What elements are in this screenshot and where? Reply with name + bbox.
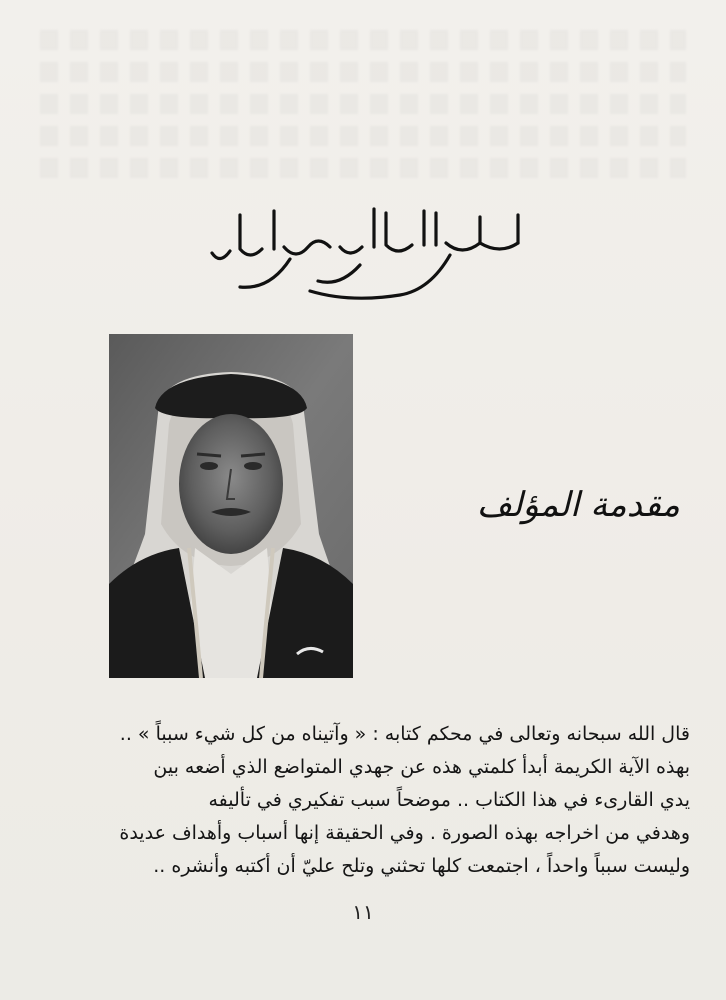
body-line: بهذه الآية الكريمة أبدأ كلمتي هذه عن جهدي المتواضع الذي أضعه بين	[153, 756, 690, 778]
body-paragraph	[94, 718, 690, 883]
bleed-through-line	[40, 30, 686, 50]
page-number: ١١	[352, 900, 374, 924]
bleed-through-line	[40, 94, 686, 114]
author-photo	[109, 334, 353, 678]
bleed-through-line	[40, 158, 686, 178]
body-line: قال الله سبحانه وتعالى في محكم كتابه : « وآتيناه من كل شيء سبباً » ..	[119, 723, 690, 745]
body-line: يدي القارىء في هذا الكتاب .. موضحاً سبب تفكيري في تأليفه	[208, 789, 690, 811]
section-title: مقدمة المؤلف	[476, 485, 680, 525]
basmala-text	[214, 228, 516, 263]
body-line: وهدفي من اخراجه بهذه الصورة . وفي الحقيقة إنها أسباب وأهداف عديدة	[119, 822, 690, 844]
bleed-through-line	[40, 62, 686, 82]
author-portrait-image	[109, 334, 353, 678]
body-line: وليست سبباً واحداً ، اجتمعت كلها تحثني وتلح عليّ أن أكتبه وأنشره ..	[153, 855, 690, 877]
bleed-through-line	[40, 126, 686, 146]
basmala-calligraphy	[200, 195, 530, 305]
basmala-calligraphy-drawing	[200, 195, 530, 305]
